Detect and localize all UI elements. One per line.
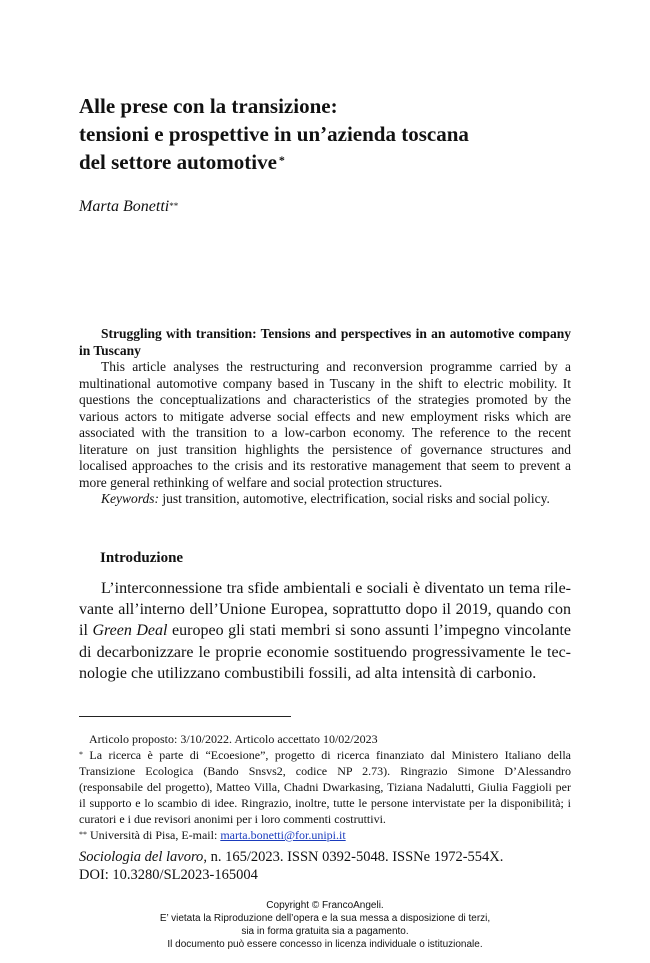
footnote-mark: * <box>79 750 83 759</box>
keywords-label: Keywords: <box>101 491 159 506</box>
affiliation-text: Università di Pisa, E-mail: <box>90 828 218 842</box>
journal-details: , n. 165/2023. ISSN 0392-5048. ISSNe 1972-554X. <box>203 849 504 865</box>
footnote-funding <box>79 747 571 827</box>
submission-dates: Articolo proposto: 3/10/2022. Articolo accettato 10/02/2023 <box>89 732 378 746</box>
journal-citation <box>79 848 579 884</box>
keywords <box>79 491 571 508</box>
author-name-text: Marta Bonetti <box>79 198 170 215</box>
copyright-line: Il documento può essere concesso in licenza individuale o istituzionale. <box>167 939 483 950</box>
title-line: Alle prese con la transizione: <box>79 94 338 118</box>
article-title <box>79 92 599 176</box>
green-deal-term: Green Deal <box>92 622 168 640</box>
author-footnote-mark: ** <box>169 201 179 211</box>
intro-line-prefix: il <box>79 622 88 640</box>
title-footnote-mark: * <box>278 153 285 167</box>
copyright-notice <box>0 899 650 951</box>
footnote-affiliation <box>79 827 571 843</box>
author-name <box>79 197 178 217</box>
abstract-title: Struggling with transition: Tensions and perspectives in an automotive company in Tuscany <box>79 326 571 358</box>
footnote-divider <box>79 716 291 717</box>
footnote-funding-text: La ricerca è parte di “Ecoesione”, progetto di ricerca finanziato dal Ministero Italiano della Transizione Ecologica (Bando Snsvs2, codice NP 2.73). Ringrazio Simone D’Alessandro (responsabile del progetto), Matteo Villa, Chadni Dwarkasing, Tiziana Nadalutti, Giulia Faggioli per il supporto e lo scambio di idee. Ringrazio, inoltre, tutte le persone intervistate per la disponibilità; i curatori e i due revisori anonimi per i loro commenti costruttivi. <box>79 748 571 826</box>
author-email-link[interactable]: marta.bonetti@for.unipi.it <box>220 828 346 842</box>
journal-line <box>79 848 579 866</box>
keywords-list: just transition, automotive, electrification, social risks and social policy. <box>162 491 550 506</box>
intro-line: nologie che utilizzano combustibili fossili, ad alta intensità di carbonio. <box>79 664 537 682</box>
journal-name: Sociologia del lavoro <box>79 849 204 865</box>
copyright-line: E’ vietata la Riproduzione dell’opera e la sua messa a disposizione di terzi, <box>159 913 491 924</box>
footnote-mark: ** <box>79 830 87 839</box>
doi-line: DOI: 10.3280/SL2023-165004 <box>79 867 258 883</box>
copyright-line: Copyright © FrancoAngeli. <box>266 900 384 911</box>
title-line-text: del settore automotive <box>79 150 277 174</box>
section-heading-introduzione: Introduzione <box>100 550 184 566</box>
title-line <box>79 148 599 176</box>
intro-line: vante all’interno dell’Unione Europea, soprattutto dopo il 2019, quando con <box>79 601 571 619</box>
footnotes <box>79 731 571 843</box>
title-line: tensioni e prospettive in un’azienda toscana <box>79 122 469 146</box>
abstract-body: This article analyses the restructuring and reconversion programme carried by a multinational automotive company based in Tuscany in the shift to electric mobility. It questions the conceptualizations and characteristics of the strategies promoted by the various actors to mitigate adverse social effects and new employment risks which are associated with the transition to a low-carbon economy. The reference to the recent literature on just transition highlights the persistence of governance structures and localised approaches to the crisis and its restorative management that seem to prevent a more general rethinking of welfare and social protection structures. <box>79 359 571 490</box>
intro-line-rest: europeo gli stati membri si sono assunti l’impegno vincolante <box>172 622 571 640</box>
abstract <box>79 326 571 508</box>
introduction-paragraph <box>79 578 571 684</box>
intro-line <box>79 620 571 641</box>
copyright-line: sia in forma gratuita sia a pagamento. <box>241 926 409 937</box>
intro-line: di decarbonizzare le proprie economie sostituendo progressivamente le tec- <box>79 643 571 661</box>
intro-line: L’interconnessione tra sfide ambientali e sociali è diventato un tema rile- <box>101 580 571 597</box>
